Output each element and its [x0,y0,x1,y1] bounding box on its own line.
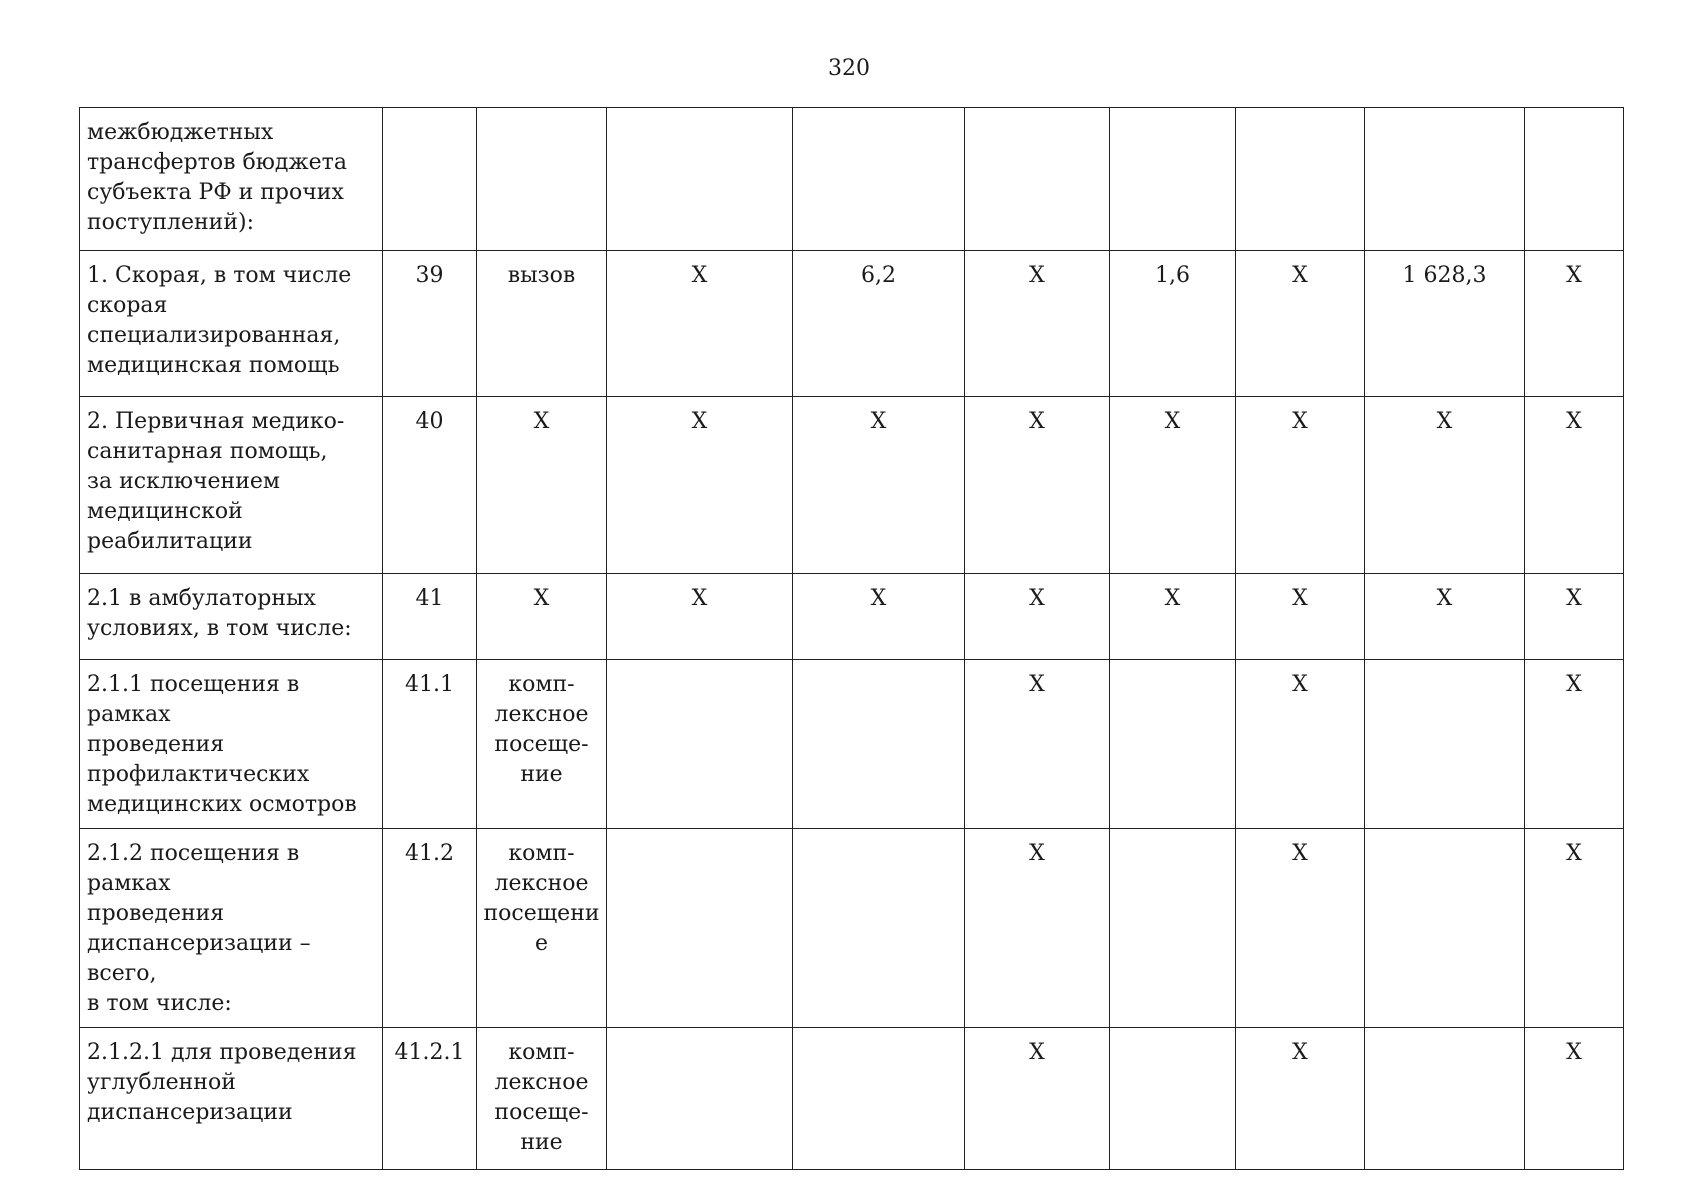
value-cell [793,1028,965,1170]
row-code: 41.2 [405,841,454,866]
value-text: X [1164,409,1181,434]
value-cell [965,251,1110,397]
row-label-cell [80,251,383,397]
value-cell [1365,251,1525,397]
table-row [80,660,1624,829]
row-label-cell [80,829,383,1028]
value-text: X [1292,1040,1308,1065]
row-unit: вызов [507,263,576,288]
value-text: X [691,586,708,611]
row-code-cell [383,251,477,397]
table-row [80,397,1624,574]
row-label-cell [80,660,383,829]
value-text: X [1292,409,1308,434]
row-label-cell [80,108,383,251]
value-text: X [1292,841,1308,866]
value-text: X [1566,672,1582,697]
value-cell [1236,397,1365,574]
page-number: 320 [828,56,870,81]
row-unit-cell [477,574,607,660]
data-table [79,107,1624,1170]
value-cell [965,660,1110,829]
row-unit-cell [477,397,607,574]
value-cell [1236,251,1365,397]
value-cell [965,829,1110,1028]
value-text: X [1566,409,1582,434]
value-cell [1110,108,1236,251]
value-cell [1110,397,1236,574]
value-cell [965,1028,1110,1170]
value-cell [1365,829,1525,1028]
value-text: X [1029,841,1045,866]
value-cell [1236,108,1365,251]
value-text: X [870,409,887,434]
value-text: X [1164,586,1181,611]
row-code-cell [383,1028,477,1170]
row-code-cell [383,574,477,660]
value-cell [1236,1028,1365,1170]
value-cell [793,829,965,1028]
value-cell [1365,660,1525,829]
value-text: 1 628,3 [1402,263,1487,288]
value-text: X [1566,1040,1582,1065]
row-code: 41.2.1 [394,1040,465,1065]
row-label-cell [80,1028,383,1170]
value-text: X [691,409,708,434]
value-cell [965,108,1110,251]
value-cell [607,108,793,251]
row-unit-cell [477,829,607,1028]
table-row [80,574,1624,660]
value-cell [607,660,793,829]
value-text: X [1029,1040,1045,1065]
table-row [80,108,1624,251]
value-text: X [870,586,887,611]
value-cell [1365,1028,1525,1170]
value-cell [793,108,965,251]
value-cell [1525,397,1624,574]
value-cell [1525,660,1624,829]
row-label-cell [80,574,383,660]
row-code-cell [383,660,477,829]
value-text: X [1436,586,1453,611]
value-cell [1110,660,1236,829]
value-cell [607,251,793,397]
row-unit: комп- лексное посеще- ние [494,1040,589,1155]
value-cell [1365,108,1525,251]
value-cell [793,574,965,660]
value-cell [607,1028,793,1170]
value-cell [607,574,793,660]
value-text: X [1436,409,1453,434]
value-text: X [1029,672,1045,697]
value-text: X [1292,672,1308,697]
row-unit-cell [477,108,607,251]
value-cell [1525,108,1624,251]
row-label: 1. Скорая, в том числе скорая специализированная, медицинская помощь [87,263,352,378]
value-text: X [1292,586,1308,611]
table-body [80,108,1624,1170]
row-label-cell [80,397,383,574]
value-cell [793,397,965,574]
row-code-cell [383,108,477,251]
row-unit-cell [477,1028,607,1170]
value-text: 6,2 [861,263,896,288]
value-cell [607,397,793,574]
row-unit: X [533,586,550,611]
value-text: X [1566,263,1582,288]
value-cell [1110,574,1236,660]
value-cell [1525,251,1624,397]
value-text: X [1566,841,1582,866]
value-text: X [1029,409,1045,434]
value-cell [607,829,793,1028]
row-unit: X [533,409,550,434]
value-cell [1236,574,1365,660]
value-cell [1236,829,1365,1028]
row-unit-cell [477,251,607,397]
value-cell [1236,660,1365,829]
row-unit-cell [477,660,607,829]
row-label: межбюджетных трансфертов бюджета субъекта РФ и прочих поступлений): [87,120,347,235]
row-unit: комп- лексное посеще- ние [494,672,589,787]
row-code-cell [383,397,477,574]
value-text: X [691,263,708,288]
row-code-cell [383,829,477,1028]
row-label: 2.1.2.1 для проведения углубленной диспансеризации [87,1040,357,1125]
value-cell [1365,574,1525,660]
value-cell [793,251,965,397]
row-label: 2.1.1 посещения в рамках проведения профилактических медицинских осмотров [87,672,357,817]
table-row [80,251,1624,397]
value-cell [1110,251,1236,397]
value-cell [793,660,965,829]
value-text: 1,6 [1155,263,1190,288]
row-unit: комп- лексное посещени е [483,841,600,956]
value-cell [965,574,1110,660]
value-cell [1110,1028,1236,1170]
table-row [80,1028,1624,1170]
row-label: 2.1.2 посещения в рамках проведения диспансеризации – всего, в том числе: [87,841,311,1016]
table-row [80,829,1624,1028]
value-text: X [1029,263,1045,288]
row-code: 40 [415,409,444,434]
value-cell [1110,829,1236,1028]
value-text: X [1292,263,1308,288]
value-cell [1525,829,1624,1028]
row-code: 41.1 [405,672,454,697]
value-cell [965,397,1110,574]
value-cell [1525,574,1624,660]
row-label: 2.1 в амбулаторных условиях, в том числе: [87,586,352,641]
value-text: X [1566,586,1582,611]
value-cell [1365,397,1525,574]
value-text: X [1029,586,1045,611]
row-code: 39 [415,263,444,288]
value-cell [1525,1028,1624,1170]
row-label: 2. Первичная медико- санитарная помощь, за исключением медицинской реабилитации [87,409,345,554]
row-code: 41 [415,586,444,611]
